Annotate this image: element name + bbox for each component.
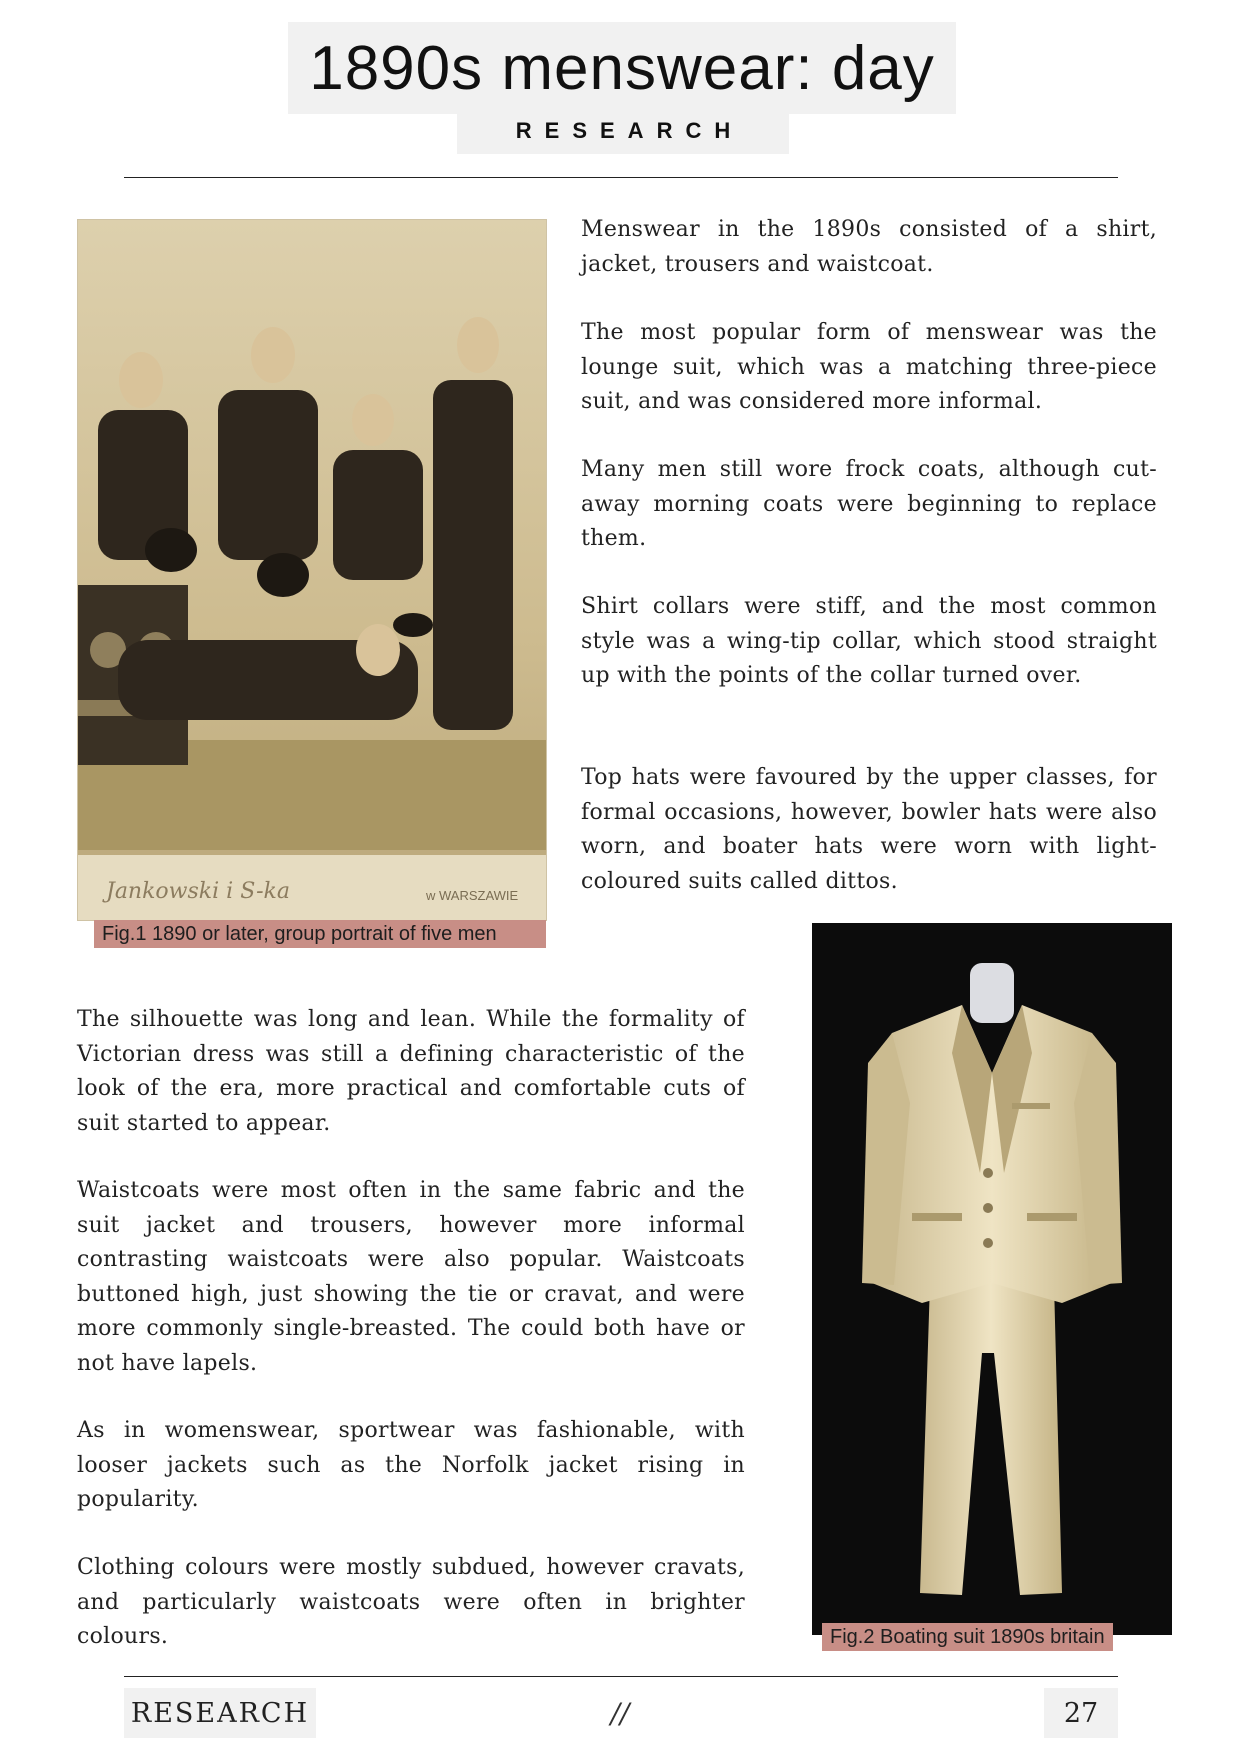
paragraph: Many men still wore frock coats, although cut-away morning coats were beginning to replace them. (581, 457, 1157, 551)
footer-separator: // (610, 1696, 630, 1730)
paragraph: Top hats were favoured by the upper classes, for formal occasions, however, bowler hats were also worn, and boater hats were worn with light-coloured suits called dittos. (581, 765, 1157, 894)
paragraph: Clothing colours were mostly subdued, however cravats, and particularly waistcoats were often in brighter colours. (77, 1555, 745, 1649)
footer-divider (124, 1676, 1118, 1677)
figure-1-photo (77, 219, 547, 921)
paragraph: The silhouette was long and lean. While the formality of Victorian dress was still a defining characteristic of the look of the era, more practical and comfortable cuts of suit started to appear. (77, 1007, 745, 1136)
paragraph: Waistcoats were most often in the same fabric and the suit jacket and trousers, however more informal contrasting waistcoats were also popular. Waistcoats buttoned high, just showing the tie or cravat, and were more commonly single-breasted. The could both have or not have lapels. (77, 1178, 745, 1376)
footer-section-label: RESEARCH (124, 1688, 316, 1738)
title-box (288, 22, 956, 114)
location-mark: w WARSZAWIE (426, 888, 519, 903)
paragraph: The most popular form of menswear was the lounge suit, which was a matching three-piece suit, and was considered more informal. (581, 320, 1157, 414)
figure-2-photo (812, 923, 1172, 1635)
page-title: 1890s menswear: day (309, 33, 935, 103)
figure-1-caption: Fig.1 1890 or later, group portrait of five men (94, 920, 546, 948)
paragraph: As in womenswear, sportwear was fashionable, with looser jackets such as the Norfolk jacket rising in popularity. (77, 1418, 745, 1512)
paragraph: Shirt collars were stiff, and the most common style was a wing-tip collar, which stood straight up with the points of the collar turned over. (581, 594, 1157, 688)
subtitle-box (457, 108, 789, 154)
figure-2-caption: Fig.2 Boating suit 1890s britain (822, 1623, 1113, 1651)
page-subtitle: RESEARCH (515, 118, 744, 143)
paragraph: Menswear in the 1890s consisted of a shirt, jacket, trousers and waistcoat. (581, 217, 1157, 277)
page-number: 27 (1044, 1688, 1118, 1738)
photographer-mark: Jankowski i S-ka (106, 879, 290, 904)
header-divider (124, 177, 1118, 178)
